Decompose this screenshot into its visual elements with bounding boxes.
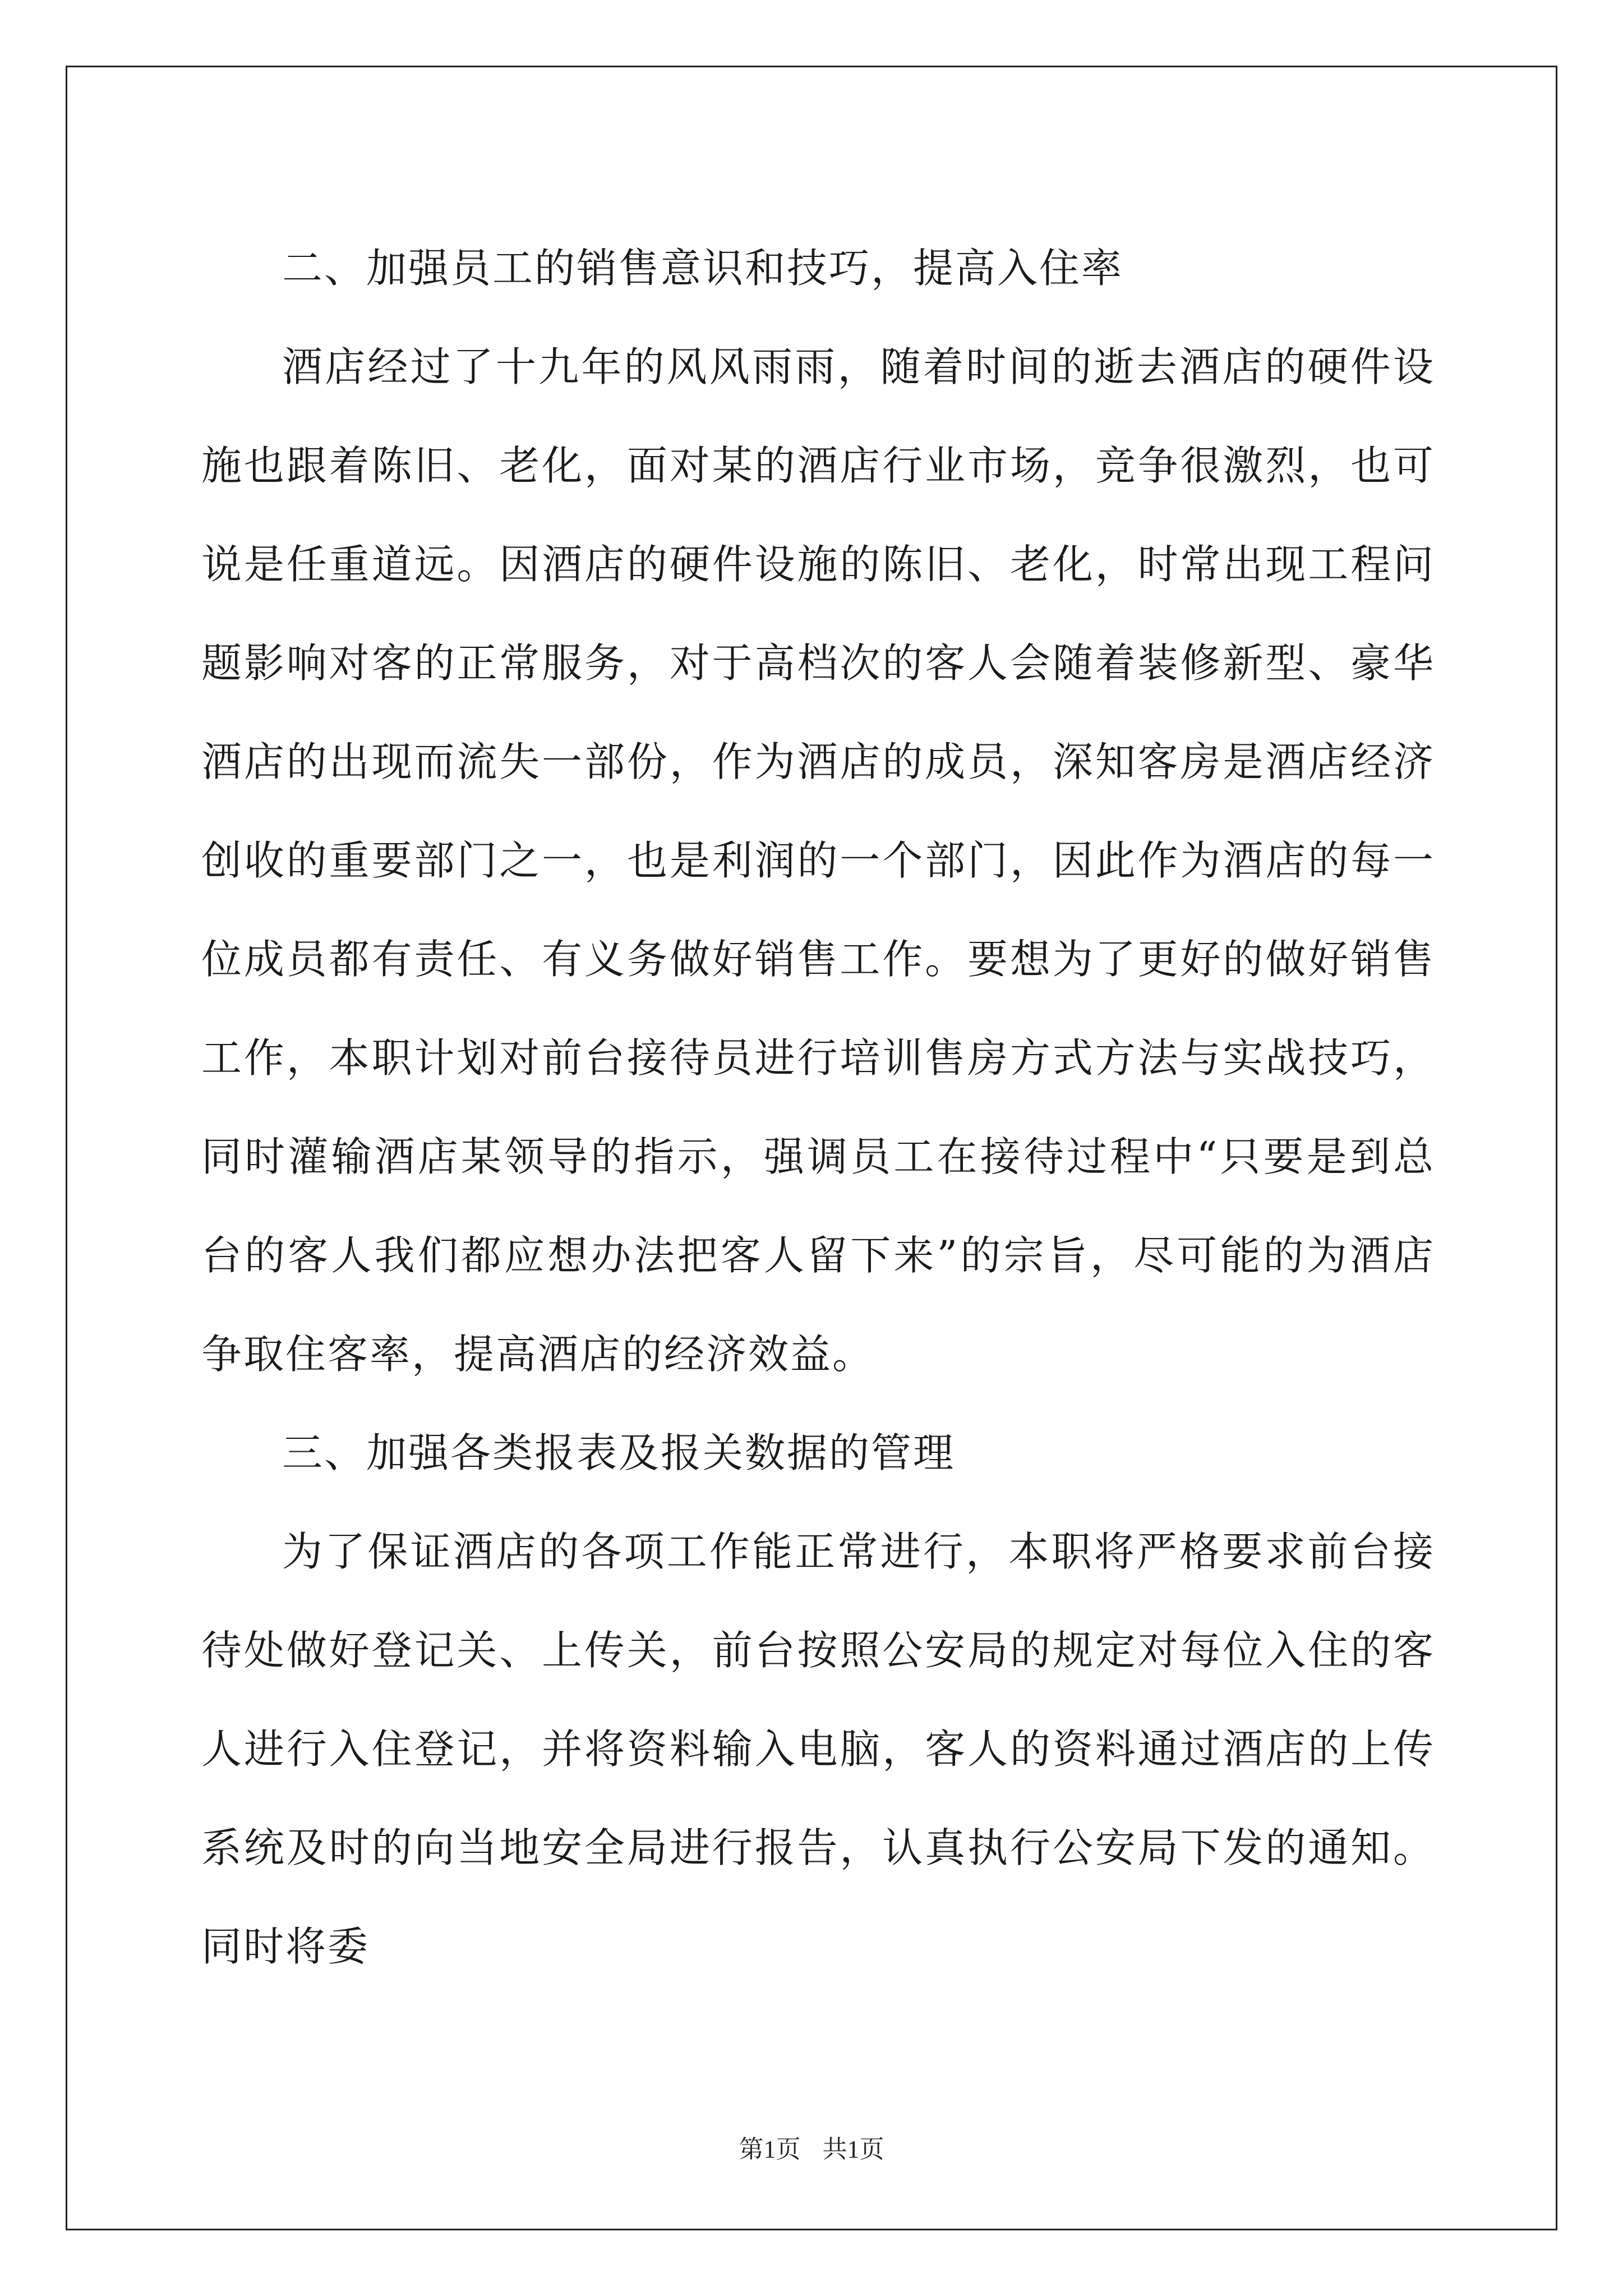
body-paragraph-2: 为了保证酒店的各项工作能正常进行，本职将严格要求前台接待处做好登记关、上传关，前台按照公安局的规定对每位入住的客人进行入住登记，并将资料输入电脑，客人的资料通过酒店的上传系统及时的向当地安全局进行报告，认真执行公安局下发的通知。同时将委 bbox=[201, 1528, 1435, 1970]
section-heading-2: 二、加强员工的销售意识和技巧，提高入住率 bbox=[282, 245, 1124, 292]
body-paragraph-1: 酒店经过了十九年的风风雨雨，随着时间的逝去酒店的硬件设施也跟着陈旧、老化，面对某的酒店行业市场，竞争很激烈，也可说是任重道远。因酒店的硬件设施的陈旧、老化，时常出现工程问题影响对客的正常服务，对于高档次的客人会随着装修新型、豪华酒店的出现而流失一部份，作为酒店的成员，深知客房是酒店经济创收的重要部门之一，也是利润的一个部门，因此作为酒店的每一位成员都有责任、有义务做好销售工作。要想为了更好的做好销售工作，本职计划对前台接待员进行培训售房方式方法与实战技巧，同时灌输酒店某领导的指示，强调员工在接待过程中“只要是到总台的客人我们都应想办法把客人留下来”的宗旨，尽可能的为酒店争取住客率，提高酒店的经济效益。 bbox=[201, 343, 1435, 1378]
section-heading-3: 三、加强各类报表及报关数据的管理 bbox=[282, 1429, 956, 1476]
document-body bbox=[201, 219, 1435, 1996]
page-total: 共1页 bbox=[822, 2136, 884, 2163]
page-footer bbox=[0, 2129, 1623, 2165]
page-number: 第1页 bbox=[739, 2136, 801, 2163]
